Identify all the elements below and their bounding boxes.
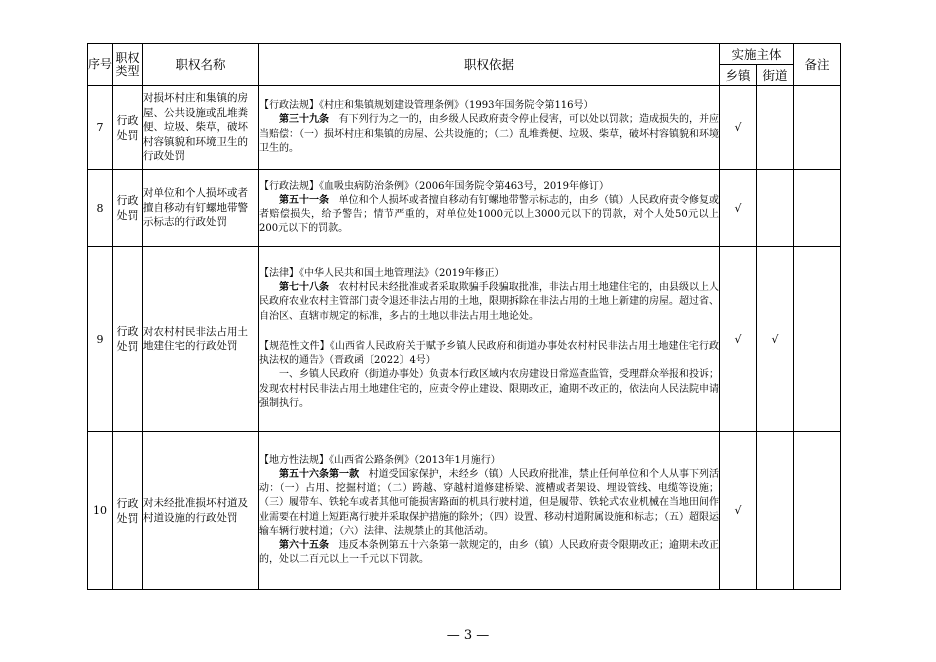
basis-source: 【法律】《中华人民共和国土地管理法》（2019年修正） — [259, 268, 505, 280]
row-note — [794, 170, 841, 247]
row-town-check: √ — [720, 432, 757, 590]
row-note — [794, 432, 841, 590]
basis-source: 【规范性文件】《山西省人民政府关于赋予乡镇人民政府和街道办事处农村村民非法占用土地建住宅行政执法权的通告》（晋政函〔2022〕4号） — [259, 340, 719, 367]
article-text: 单位和个人损坏或者擅自移动有钉螺地带警示标志的，由乡（镇）人民政府责令修复或者赔偿损失，给予警告；情节严重的，对单位处1000元以上3000元以下的罚款，对个人处50元以上200元以下的罚款。 — [259, 194, 720, 235]
basis-article: 一、乡镇人民政府（街道办事处）负责本行政区域内农房建设日常巡查监管，受理群众举报和投诉；发现农村村民非法占用土地建住宅的，应责令停止建设、限期改正，逾期不改正的，依法向人民法院申请强制执行。 — [259, 369, 719, 409]
article-number: 第六十五条 — [279, 539, 330, 551]
basis-article — [259, 194, 719, 237]
row-type: 行政处罚 — [113, 86, 143, 170]
basis-article — [259, 281, 719, 324]
row-note — [794, 247, 841, 432]
basis-article — [259, 113, 719, 156]
row-street-check — [757, 432, 794, 590]
row-type: 行政处罚 — [113, 432, 143, 590]
row-name: 对未经批准损坏村道及村道设施的行政处罚 — [143, 432, 259, 590]
row-town-check: √ — [720, 170, 757, 247]
row-name: 对损坏村庄和集镇的房屋、公共设施或乱堆粪便、垃圾、柴草，破坏村容镇貌和环境卫生的行政处罚 — [143, 86, 259, 170]
row-type: 行政处罚 — [113, 170, 143, 247]
table-row — [88, 170, 841, 247]
header-street: 街道 — [757, 65, 794, 86]
row-type: 行政处罚 — [113, 247, 143, 432]
row-basis — [259, 432, 720, 590]
row-street-check: √ — [757, 247, 794, 432]
article-number: 第三十九条 — [279, 114, 330, 126]
article-number: 第七十八条 — [279, 282, 330, 294]
article-text: 违反本条例第五十六条第一款规定的，由乡（镇）人民政府责令限期改正；逾期未改正的，处以二百元以上一千元以下罚款。 — [259, 539, 720, 566]
header-note: 备注 — [794, 44, 841, 86]
row-name: 对农村村民非法占用土地建住宅的行政处罚 — [143, 247, 259, 432]
basis-source: 【行政法规】《村庄和集镇规划建设管理条例》（1993年国务院令第116号） — [259, 100, 594, 112]
header-type: 职权类型 — [113, 44, 143, 86]
row-basis — [259, 247, 720, 432]
basis-source: 【地方性法规】《山西省公路条例》（2013年1月施行） — [259, 454, 501, 466]
row-town-check: √ — [720, 86, 757, 170]
table-row — [88, 86, 841, 170]
row-street-check — [757, 170, 794, 247]
row-seq: 9 — [88, 247, 113, 432]
row-basis — [259, 170, 720, 247]
header-subject: 实施主体 — [720, 44, 794, 65]
row-note — [794, 86, 841, 170]
basis-source: 【行政法规】《血吸虫病防治条例》（2006年国务院令第463号，2019年修订） — [259, 180, 609, 192]
powers-table — [87, 43, 841, 590]
row-seq: 7 — [88, 86, 113, 170]
row-street-check — [757, 86, 794, 170]
header-town: 乡镇 — [720, 65, 757, 86]
table-row — [88, 247, 841, 432]
header-basis: 职权依据 — [259, 44, 720, 86]
row-name: 对单位和个人损坏或者擅自移动有钉螺地带警示标志的行政处罚 — [143, 170, 259, 247]
header-name: 职权名称 — [143, 44, 259, 86]
page-number: — 3 — — [446, 628, 490, 643]
basis-article — [259, 468, 719, 539]
article-number: 第五十六条第一款 — [279, 468, 360, 480]
article-text: 村道受国家保护，未经乡（镇）人民政府批准，禁止任何单位和个人从事下列活动：（一）占用、挖掘村道；（二）跨越、穿越村道修建桥梁、渡槽或者架设、埋设管线、电缆等设施；（三）履带车、铁轮车或者其他可能损害路面的机具行驶村道，但是履带、铁轮式农业机械在当地田间作业需要在村道上短距离行驶并采取保护措施的除外；（四）设置、移动村道附属设施和标志；（五）超限运输车辆行驶村道；（六）法律、法规禁止的其他活动。 — [259, 468, 720, 537]
row-town-check: √ — [720, 247, 757, 432]
row-seq: 10 — [88, 432, 113, 590]
basis-article — [259, 539, 719, 567]
article-number: 第五十一条 — [279, 194, 330, 206]
table-row — [88, 432, 841, 590]
article-text: 有下列行为之一的，由乡级人民政府责令停止侵害，可以处以罚款；造成损失的，并应当赔偿：（一）损坏村庄和集镇的房屋、公共设施的；（二）乱堆粪便、垃圾、柴草，破坏村容镇貌和环境卫生的。 — [259, 114, 720, 154]
article-text: 农村村民未经批准或者采取欺骗手段骗取批准，非法占用土地建住宅的，由县级以上人民政府农业农村主管部门责令退还非法占用的土地，限期拆除在非法占用的土地上新建的房屋。超过省、自治区、直辖市规定的标准，多占的土地以非法占用土地论处。 — [259, 282, 720, 322]
row-seq: 8 — [88, 170, 113, 247]
row-basis — [259, 86, 720, 170]
header-seq: 序号 — [88, 44, 113, 86]
